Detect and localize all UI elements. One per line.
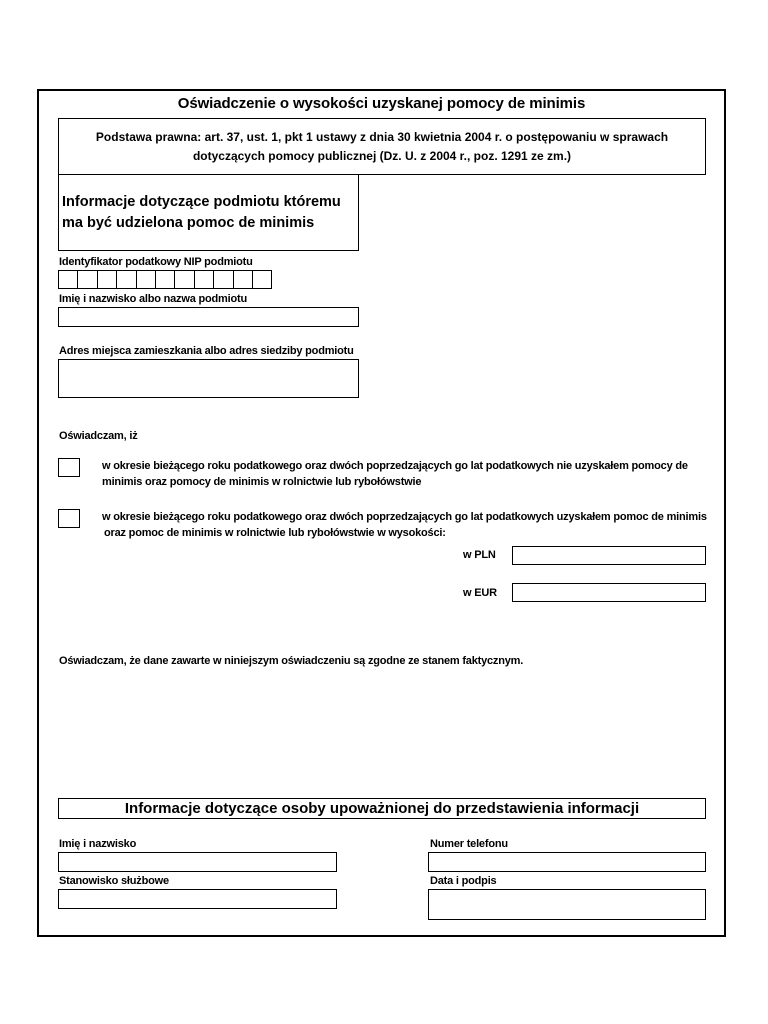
position-label: Stanowisko służbowe [59, 875, 169, 887]
nip-digit-cell[interactable] [156, 271, 175, 288]
entity-heading-line-2: ma być udzielona pomoc de minimis [62, 215, 315, 231]
nip-digit-cell[interactable] [175, 271, 194, 288]
no-aid-statement-line-1: w okresie bieżącego roku podatkowego oraz dwóch poprzedzających go lat podatkowych nie uzyskałem pomocy de [102, 460, 688, 472]
eur-label: w EUR [463, 587, 497, 599]
legal-basis-box [58, 118, 706, 175]
received-aid-checkbox[interactable] [58, 509, 80, 528]
position-field[interactable] [58, 889, 337, 909]
no-aid-statement [102, 458, 712, 490]
legal-basis-line-1: Podstawa prawna: art. 37, ust. 1, pkt 1 ustawy z dnia 30 kwietnia 2004 r. o postępowaniu w sprawach [95, 130, 669, 144]
nip-digit-cell[interactable] [59, 271, 78, 288]
nip-digit-cell[interactable] [234, 271, 253, 288]
received-aid-statement [102, 509, 717, 541]
entity-heading-line-1: Informacje dotyczące podmiotu któremu [62, 194, 341, 210]
representative-section-heading: Informacje dotyczące osoby upoważnionej do przedstawienia informacji [58, 798, 706, 819]
received-aid-statement-line-1: w okresie bieżącego roku podatkowego oraz dwóch poprzedzających go lat podatkowych uzyskałem pomoc de minimis [102, 511, 707, 523]
rep-name-label: Imię i nazwisko [59, 838, 137, 850]
date-signature-label: Data i podpis [430, 875, 497, 887]
entity-address-field[interactable] [58, 359, 359, 398]
entity-address-label: Adres miejsca zamieszkania albo adres siedziby podmiotu [59, 345, 354, 357]
entity-name-label: Imię i nazwisko albo nazwa podmiotu [59, 293, 247, 305]
amount-eur-field[interactable] [512, 583, 706, 602]
declaration-intro: Oświadczam, iż [59, 430, 138, 442]
date-signature-field[interactable] [428, 889, 706, 920]
nip-digit-cell[interactable] [137, 271, 156, 288]
legal-basis-line-2: dotyczących pomocy publicznej (Dz. U. z 2004 r., poz. 1291 ze zm.) [192, 149, 572, 163]
entity-section-heading [58, 174, 359, 251]
pln-label: w PLN [463, 549, 496, 561]
entity-name-field[interactable] [58, 307, 359, 327]
no-aid-checkbox[interactable] [58, 458, 80, 477]
nip-digit-cell[interactable] [78, 271, 97, 288]
form-title: Oświadczenie o wysokości uzyskanej pomocy de minimis [177, 95, 586, 112]
no-aid-statement-line-2: minimis oraz pomocy de minimis w rolnictwie lub rybołówstwie [102, 476, 422, 488]
truth-statement: Oświadczam, że dane zawarte w niniejszym oświadczeniu są zgodne ze stanem faktycznym. [59, 655, 524, 667]
phone-label: Numer telefonu [430, 838, 508, 850]
nip-digit-cell[interactable] [117, 271, 136, 288]
nip-digit-cell[interactable] [98, 271, 117, 288]
received-aid-statement-line-2: oraz pomoc de minimis w rolnictwie lub rybołówstwie w wysokości: [104, 527, 446, 539]
amount-pln-field[interactable] [512, 546, 706, 565]
nip-digit-cell[interactable] [253, 271, 272, 288]
rep-name-field[interactable] [58, 852, 337, 872]
phone-field[interactable] [428, 852, 706, 872]
nip-input[interactable] [58, 270, 272, 289]
nip-digit-cell[interactable] [195, 271, 214, 288]
nip-label: Identyfikator podatkowy NIP podmiotu [59, 256, 253, 268]
nip-digit-cell[interactable] [214, 271, 233, 288]
